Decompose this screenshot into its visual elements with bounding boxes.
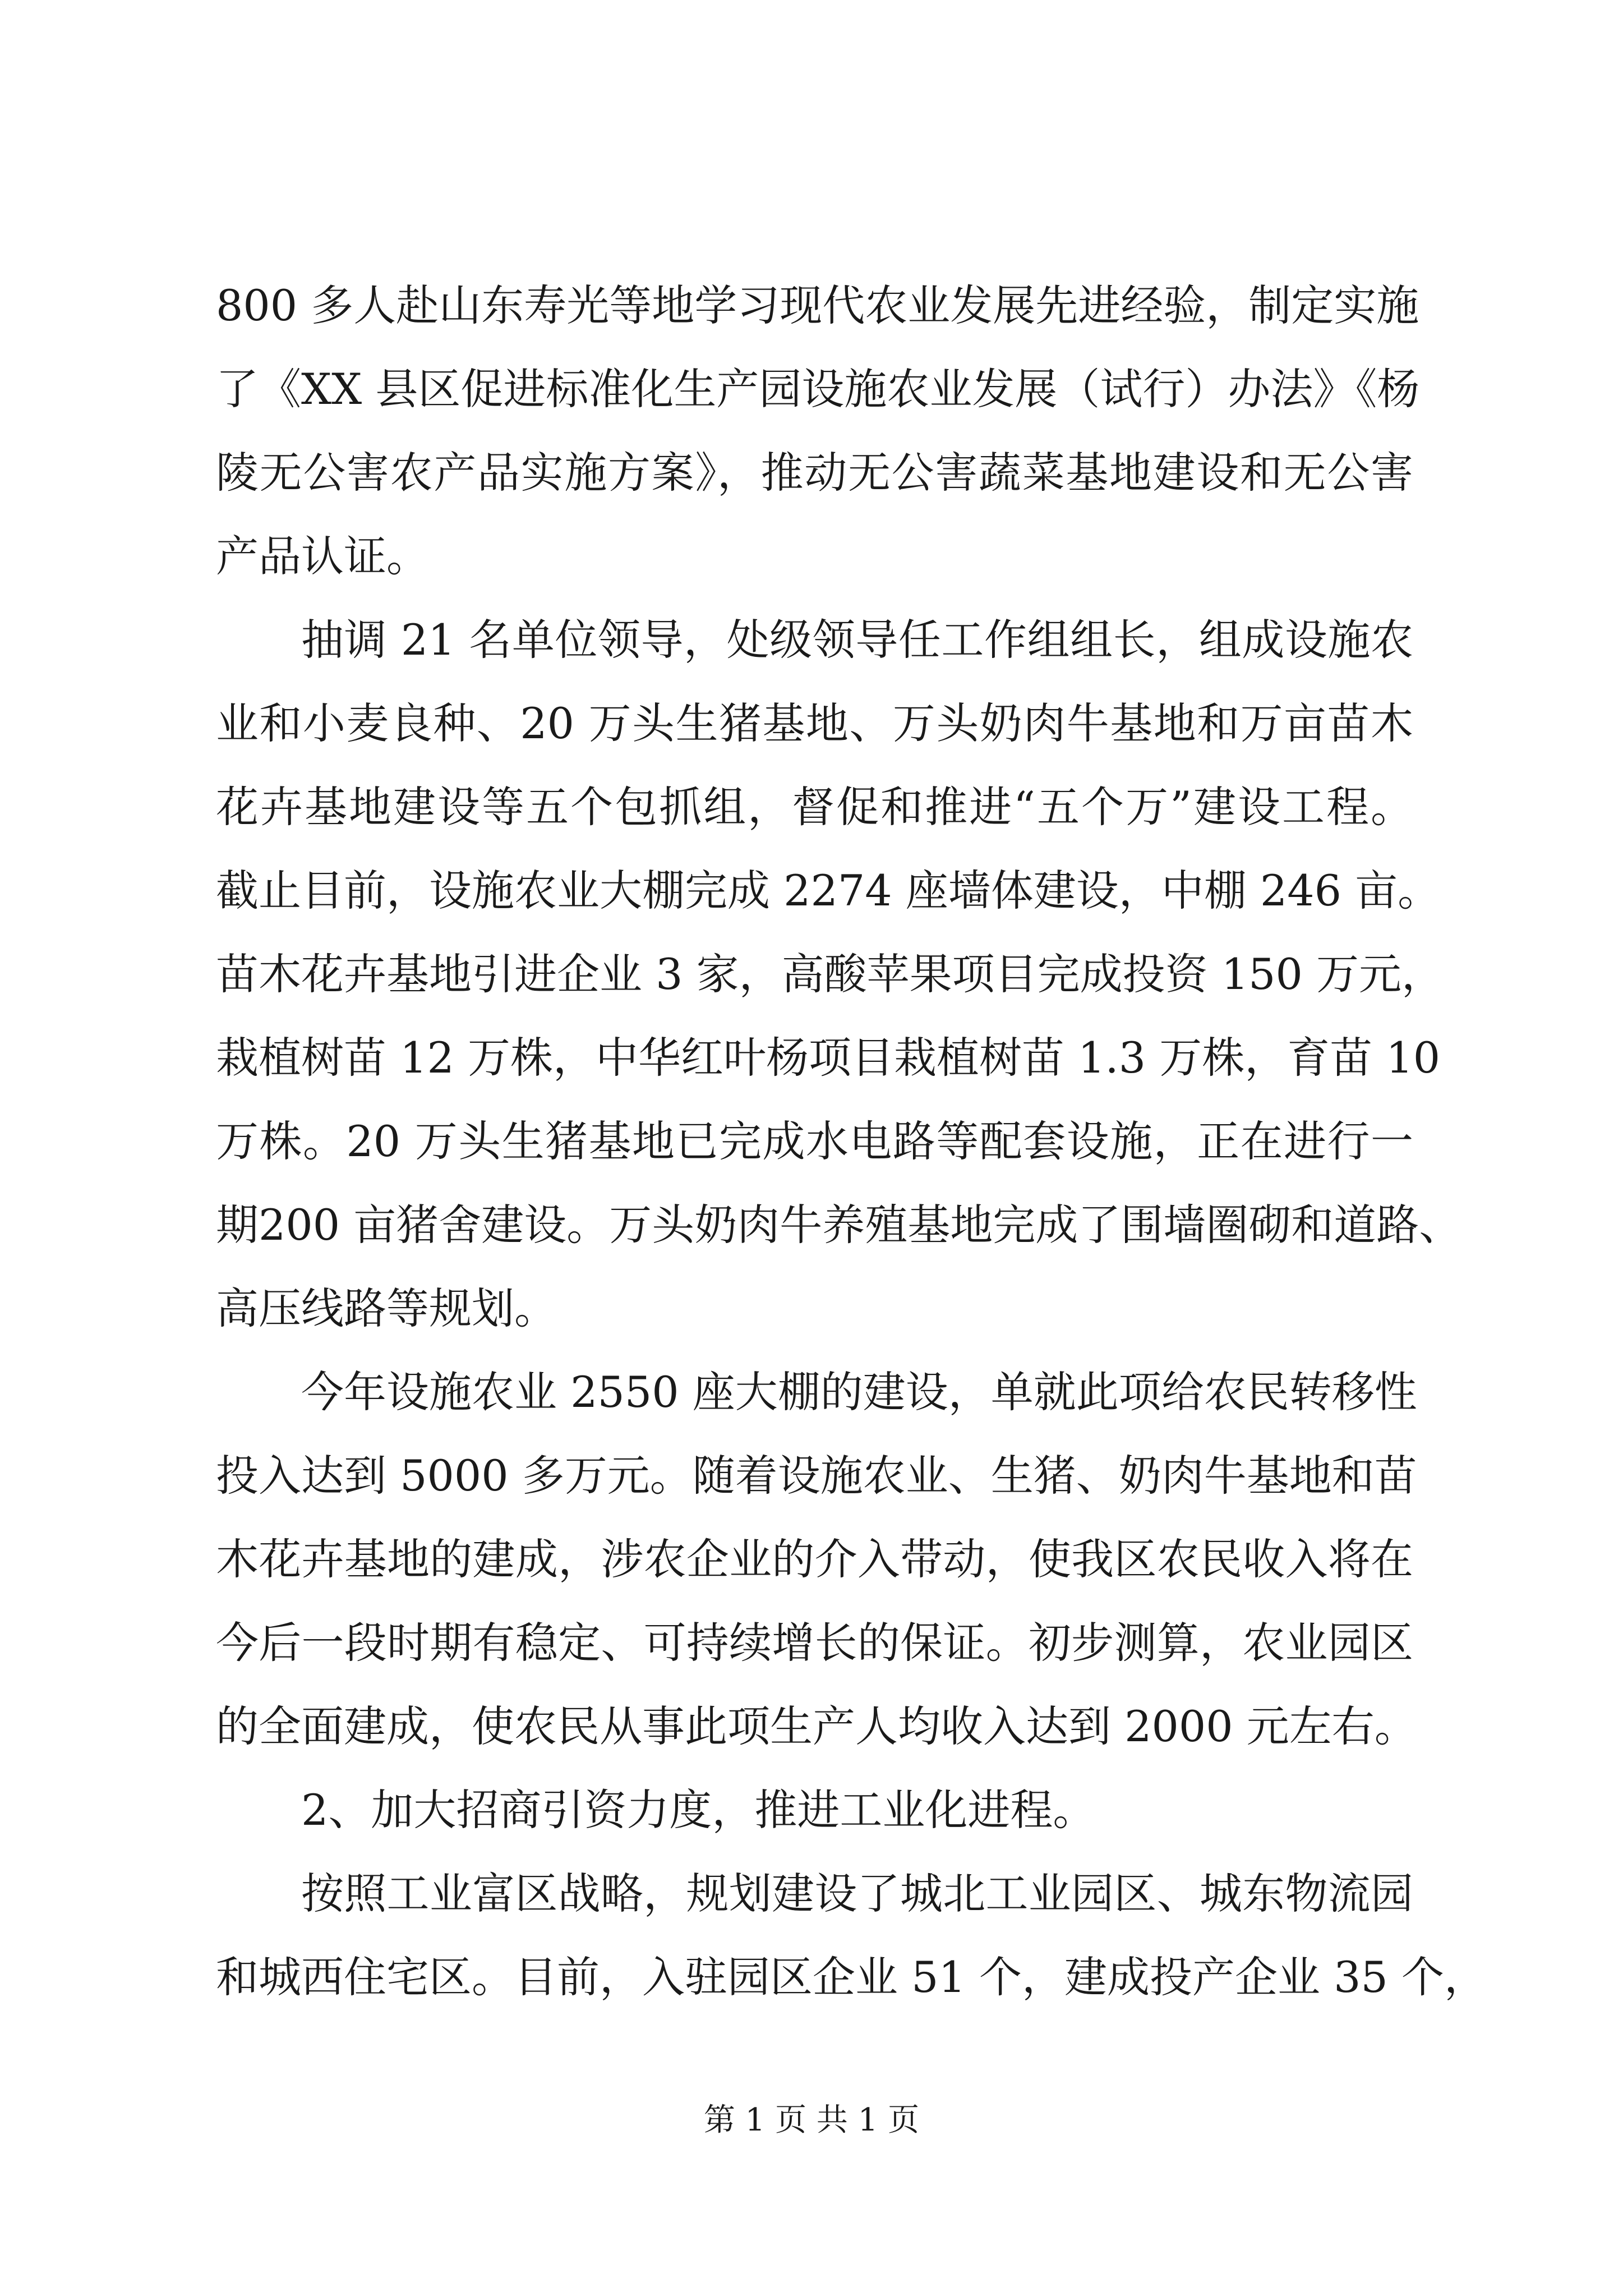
text-line: 截止目前，设施农业大棚完成 2274 座墙体建设，中棚 246 亩。 [216, 866, 1441, 915]
text-line: 抽调 21 名单位领导，处级领导任工作组组长，组成设施农 [301, 615, 1413, 665]
text-line: 的全面建成，使农民从事此项生产人均收入达到 2000 元左右。 [216, 1701, 1417, 1751]
text-line: 800 多人赴山东寿光等地学习现代农业发展先进经验，制定实施 [216, 280, 1419, 330]
text-line: 投入达到 5000 多万元。随着设施农业、生猪、奶肉牛基地和苗 [216, 1451, 1417, 1501]
text-line: 了《XX 县区促进标准化生产园设施农业发展（试行）办法》《杨 [216, 364, 1420, 414]
text-line: 2、加大招商引资力度，推进工业化进程。 [301, 1785, 1096, 1835]
text-line: 产品认证。 [216, 531, 429, 581]
section-heading [216, 1768, 1413, 1852]
text-line: 万株。20 万头生猪基地已完成水电路等配套设施，正在进行一 [216, 1116, 1413, 1166]
text-line: 陵无公害农产品实施方案》，推动无公害蔬菜基地建设和无公害 [216, 448, 1413, 498]
text-line: 栽植树苗 12 万株，中华红叶杨项目栽植树苗 1.3 万株，育苗 10 [216, 1033, 1441, 1083]
paragraph-1 [216, 264, 1420, 598]
page-number-footer: 第 1 页 共 1 页 [703, 2102, 920, 2138]
text-line: 和城西住宅区。目前，入驻园区企业 51 个，建成投产企业 35 个， [216, 1952, 1487, 2002]
document-body [216, 264, 1487, 2019]
text-line: 业和小麦良种、20 万头生猪基地、万头奶肉牛基地和万亩苗木 [216, 698, 1413, 748]
text-line: 期200 亩猪舍建设。万头奶肉牛养殖基地完成了围墙圈砌和道路、 [216, 1200, 1462, 1250]
text-line: 花卉基地建设等五个包抓组，督促和推进“五个万”建设工程。 [216, 782, 1413, 832]
text-line: 木花卉基地的建成，涉农企业的介入带动，使我区农民收入将在 [216, 1534, 1413, 1584]
text-line: 按照工业富区战略，规划建设了城北工业园区、城东物流园 [301, 1869, 1413, 1918]
text-line: 高压线路等规划。 [216, 1283, 557, 1333]
text-line: 今年设施农业 2550 座大棚的建设，单就此项给农民转移性 [301, 1367, 1417, 1417]
text-line: 苗木花卉基地引进企业 3 家，高酸苹果项目完成投资 150 万元， [216, 949, 1445, 999]
text-line: 今后一段时期有稳定、可持续增长的保证。初步测算，农业园区 [216, 1618, 1413, 1668]
paragraph-2 [216, 598, 1462, 1350]
paragraph-3 [216, 1350, 1417, 1768]
paragraph-4 [216, 1852, 1487, 2019]
